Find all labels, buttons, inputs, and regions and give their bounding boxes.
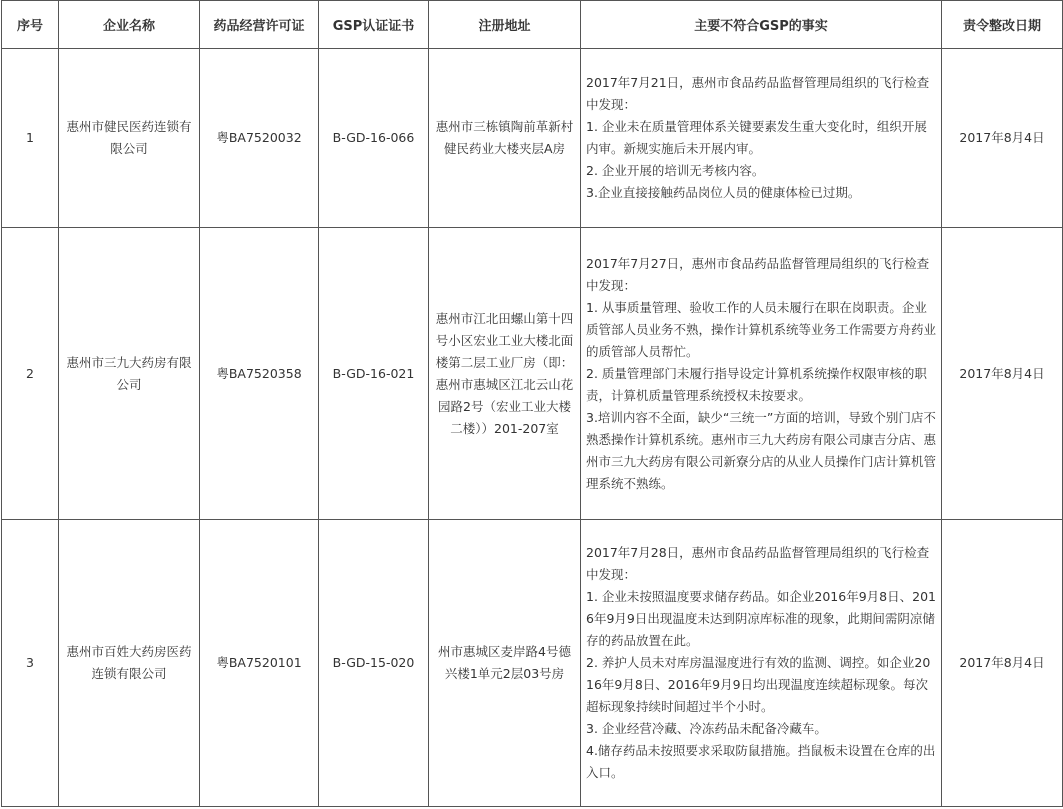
- fact-line: 2. 养护人员未对库房温湿度进行有效的监测、调控。如企业2016年9月8日、2016年9月9日均出现温度连续超标现象。每次超标现象持续时间超过半个小时。: [586, 655, 931, 714]
- cell-gsp-cert: B-GD-16-066: [319, 49, 429, 228]
- header-company: 企业名称: [59, 1, 200, 49]
- header-gsp-cert: GSP认证证书: [319, 1, 429, 49]
- header-date: 责令整改日期: [942, 1, 1063, 49]
- table-row: [2, 228, 1063, 520]
- fact-line: 2017年7月27日，惠州市食品药品监督管理局组织的飞行检查中发现：: [586, 255, 930, 293]
- cell-gsp-cert: B-GD-16-021: [319, 228, 429, 520]
- cell-license: 粤BA7520032: [200, 49, 319, 228]
- cell-company: 惠州市健民医药连锁有限公司: [59, 49, 200, 228]
- cell-company: 惠州市百姓大药房医药连锁有限公司: [59, 520, 200, 807]
- header-row: [2, 1, 1063, 49]
- fact-line: 2017年7月28日，惠州市食品药品监督管理局组织的飞行检查中发现：: [586, 545, 930, 582]
- fact-line: 4.储存药品未按照要求采取防鼠措施。挡鼠板未设置在仓库的出入口。: [586, 743, 936, 780]
- fact-line: 3.培训内容不全面，缺少“三统一”方面的培训，导致个别门店不熟悉操作计算机系统。惠州市三九大药房有限公司康吉分店、惠州市三九大药房有限公司新寮分店的从业人员操作门店计算机管理系统不熟练。: [586, 409, 937, 491]
- cell-gsp-cert: B-GD-15-020: [319, 520, 429, 807]
- header-license: 药品经营许可证: [200, 1, 319, 49]
- inspection-table: [1, 0, 1063, 807]
- cell-no: 1: [2, 49, 59, 228]
- fact-line: 2. 企业开展的培训无考核内容。: [586, 163, 765, 178]
- fact-line: 1. 从事质量管理、验收工作的人员未履行在职在岗职责。企业质管部人员业务不熟，操作计算机系统等业务工作需要方舟药业的质管部人员帮忙。: [586, 299, 937, 359]
- cell-address: 州市惠城区麦岸路4号德兴楼1单元2层03号房: [429, 520, 581, 807]
- fact-line: 2017年7月21日，惠州市食品药品监督管理局组织的飞行检查中发现：: [586, 75, 930, 112]
- header-address: 注册地址: [429, 1, 581, 49]
- cell-license: 粤BA7520358: [200, 228, 319, 520]
- cell-no: 2: [2, 228, 59, 520]
- fact-line: 2. 质量管理部门未履行指导设定计算机系统操作权限审核的职责，计算机质量管理系统授权未按要求。: [586, 365, 927, 403]
- cell-company: 惠州市三九大药房有限公司: [59, 228, 200, 520]
- header-no: 序号: [2, 1, 59, 49]
- cell-date: 2017年8月4日: [942, 228, 1063, 520]
- fact-line: 3. 企业经营冷藏、冷冻药品未配备冷藏车。: [586, 721, 827, 736]
- cell-address: 惠州市三栋镇陶前革新村健民药业大楼夹层A房: [429, 49, 581, 228]
- cell-date: 2017年8月4日: [942, 49, 1063, 228]
- cell-facts: [581, 520, 942, 807]
- cell-facts: [581, 228, 942, 520]
- cell-license: 粤BA7520101: [200, 520, 319, 807]
- header-facts: 主要不符合GSP的事实: [581, 1, 942, 49]
- cell-facts: [581, 49, 942, 228]
- table-row: [2, 520, 1063, 807]
- fact-line: 1. 企业未按照温度要求储存药品。如企业2016年9月8日、2016年9月9日出现温度未达到阴凉库标准的现象，此期间需阴凉储存的药品放置在此。: [586, 589, 936, 648]
- cell-address: 惠州市江北田螺山第十四号小区宏业工业大楼北面楼第二层工业厂房（即：惠州市惠城区江北云山花园路2号（宏业工业大楼二楼））201-207室: [429, 228, 581, 520]
- fact-line: 1. 企业未在质量管理体系关键要素发生重大变化时，组织开展内审。新规实施后未开展内审。: [586, 119, 927, 156]
- cell-no: 3: [2, 520, 59, 807]
- table-row: [2, 49, 1063, 228]
- cell-date: 2017年8月4日: [942, 520, 1063, 807]
- fact-line: 3.企业直接接触药品岗位人员的健康体检已过期。: [586, 185, 861, 200]
